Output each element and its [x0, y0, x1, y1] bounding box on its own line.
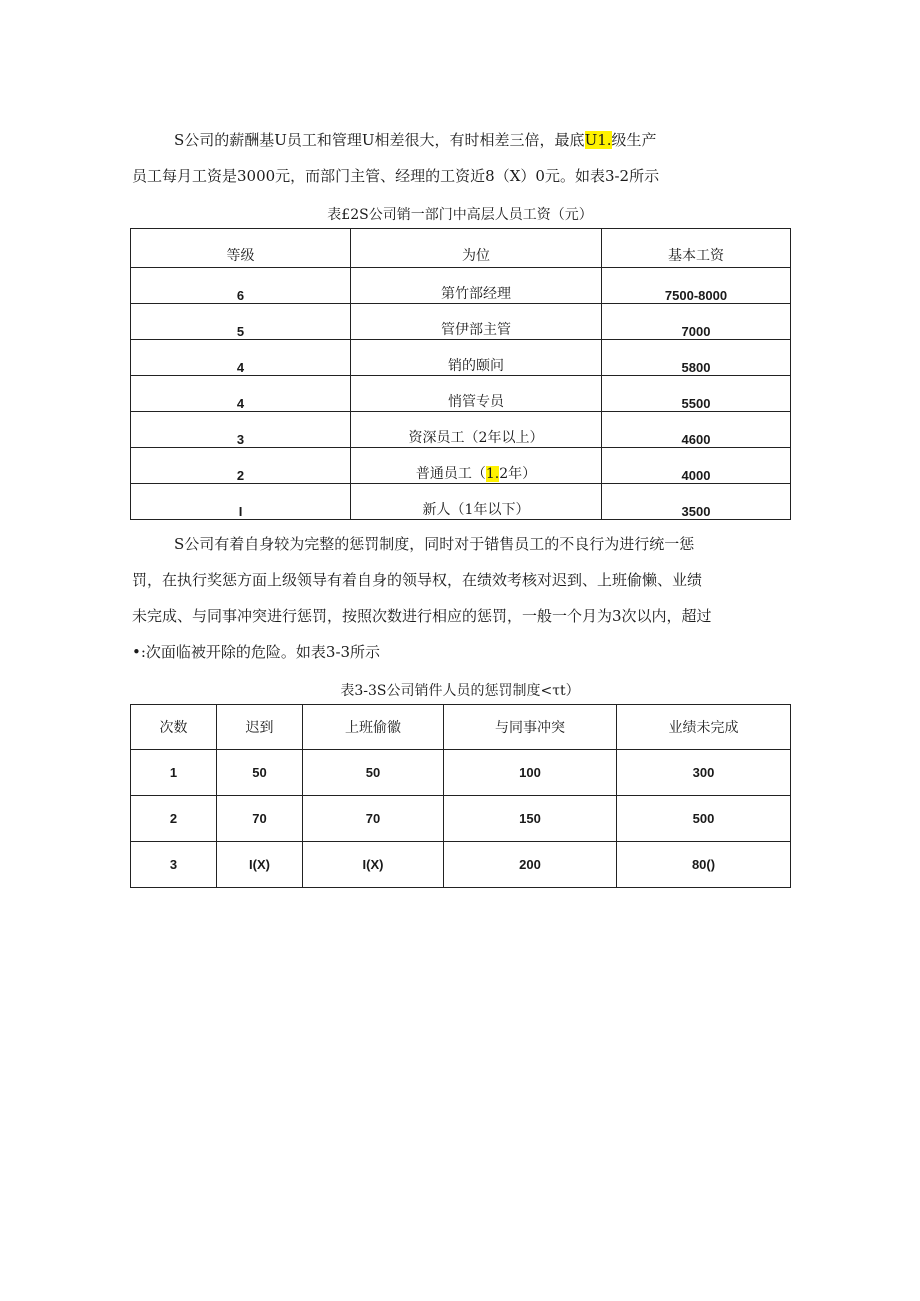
table-row	[131, 448, 791, 484]
position-cell: 新人（1年以下）	[351, 484, 602, 520]
salary-cell: 7000	[602, 304, 791, 340]
grade-cell: 6	[131, 268, 351, 304]
salary-cell: 3500	[602, 484, 791, 520]
salary-cell: 5800	[602, 340, 791, 376]
paragraph-salary-intro	[132, 122, 792, 194]
paragraph-line: 罚，在执行奖惩方面上级领导有着自身的领导权，在绩效考核对迟到、上班偷懒、业绩	[132, 571, 703, 589]
salary-cell: 5500	[602, 376, 791, 412]
table-row	[131, 412, 791, 448]
table-cell: 3	[131, 842, 217, 888]
paragraph-line: S公司有着自身较为完整的惩罚制度，同时对于错售员工的不良行为进行统一惩	[174, 535, 695, 553]
table-cell: 500	[617, 796, 791, 842]
column-header-salary: 基本工资	[602, 229, 791, 268]
column-header-slacking: 上班偷徽	[303, 705, 444, 750]
grade-cell: 4	[131, 340, 351, 376]
grade-cell: 4	[131, 376, 351, 412]
position-cell: 普通员工（1.2年）	[351, 448, 602, 484]
column-header-grade: 等级	[131, 229, 351, 268]
column-header-position: 为位	[351, 229, 602, 268]
grade-cell: I	[131, 484, 351, 520]
position-cell: 资深员工（2年以上）	[351, 412, 602, 448]
table-row	[131, 304, 791, 340]
table-row	[131, 268, 791, 304]
table-cell: 50	[217, 750, 303, 796]
position-cell: 第竹部经理	[351, 268, 602, 304]
grade-cell: 3	[131, 412, 351, 448]
table1-caption: 表£2S公司销一部门中高层人员工资（元）	[327, 207, 593, 223]
table-cell: 150	[444, 796, 617, 842]
position-cell: 销的颐问	[351, 340, 602, 376]
paragraph-line: 未完成、与同事冲突进行惩罚，按照次数进行相应的惩罚，一般一个月为3次以内，超过	[132, 607, 712, 625]
table-cell: I(X)	[303, 842, 444, 888]
highlighted-text: U1.	[584, 131, 612, 149]
table-row	[131, 750, 791, 796]
table-cell: 2	[131, 796, 217, 842]
table-row	[131, 842, 791, 888]
salary-cell: 4600	[602, 412, 791, 448]
penalty-table	[130, 704, 791, 888]
table-header-row	[131, 705, 791, 750]
salary-cell: 7500-8000	[602, 268, 791, 304]
table-cell: 50	[303, 750, 444, 796]
table-cell: 200	[444, 842, 617, 888]
position-cell: 悄管专员	[351, 376, 602, 412]
position-cell: 管伊部主管	[351, 304, 602, 340]
table-row	[131, 484, 791, 520]
grade-cell: 2	[131, 448, 351, 484]
table-cell: 80()	[617, 842, 791, 888]
table-cell: 70	[303, 796, 444, 842]
table-row	[131, 376, 791, 412]
table-cell: 70	[217, 796, 303, 842]
table-cell: 300	[617, 750, 791, 796]
column-header-count: 次数	[131, 705, 217, 750]
table-header-row	[131, 229, 791, 268]
grade-cell: 5	[131, 304, 351, 340]
highlighted-text: 1.	[485, 466, 500, 482]
table-row	[131, 340, 791, 376]
salary-table	[130, 228, 791, 520]
table-cell: I(X)	[217, 842, 303, 888]
table-cell: 1	[131, 750, 217, 796]
paragraph-line: S公司的薪酬基U员工和管理U相差很大，有时相差三倍，最底U1.级生产	[174, 131, 657, 149]
column-header-conflict: 与同事冲突	[444, 705, 617, 750]
column-header-late: 迟到	[217, 705, 303, 750]
paragraph-line: •:次面临被开除的危险。如表3-3所示	[132, 643, 381, 661]
table-cell: 100	[444, 750, 617, 796]
column-header-unfinished: 业绩未完成	[617, 705, 791, 750]
salary-cell: 4000	[602, 448, 791, 484]
table-row	[131, 796, 791, 842]
paragraph-penalty-intro	[132, 526, 792, 670]
table2-caption: 表3-3S公司销件人员的惩罚制度<τt）	[340, 683, 580, 699]
paragraph-line: 员工每月工资是3000元，而部门主管、经理的工资近8（X）0元。如表3-2所示	[132, 167, 660, 185]
